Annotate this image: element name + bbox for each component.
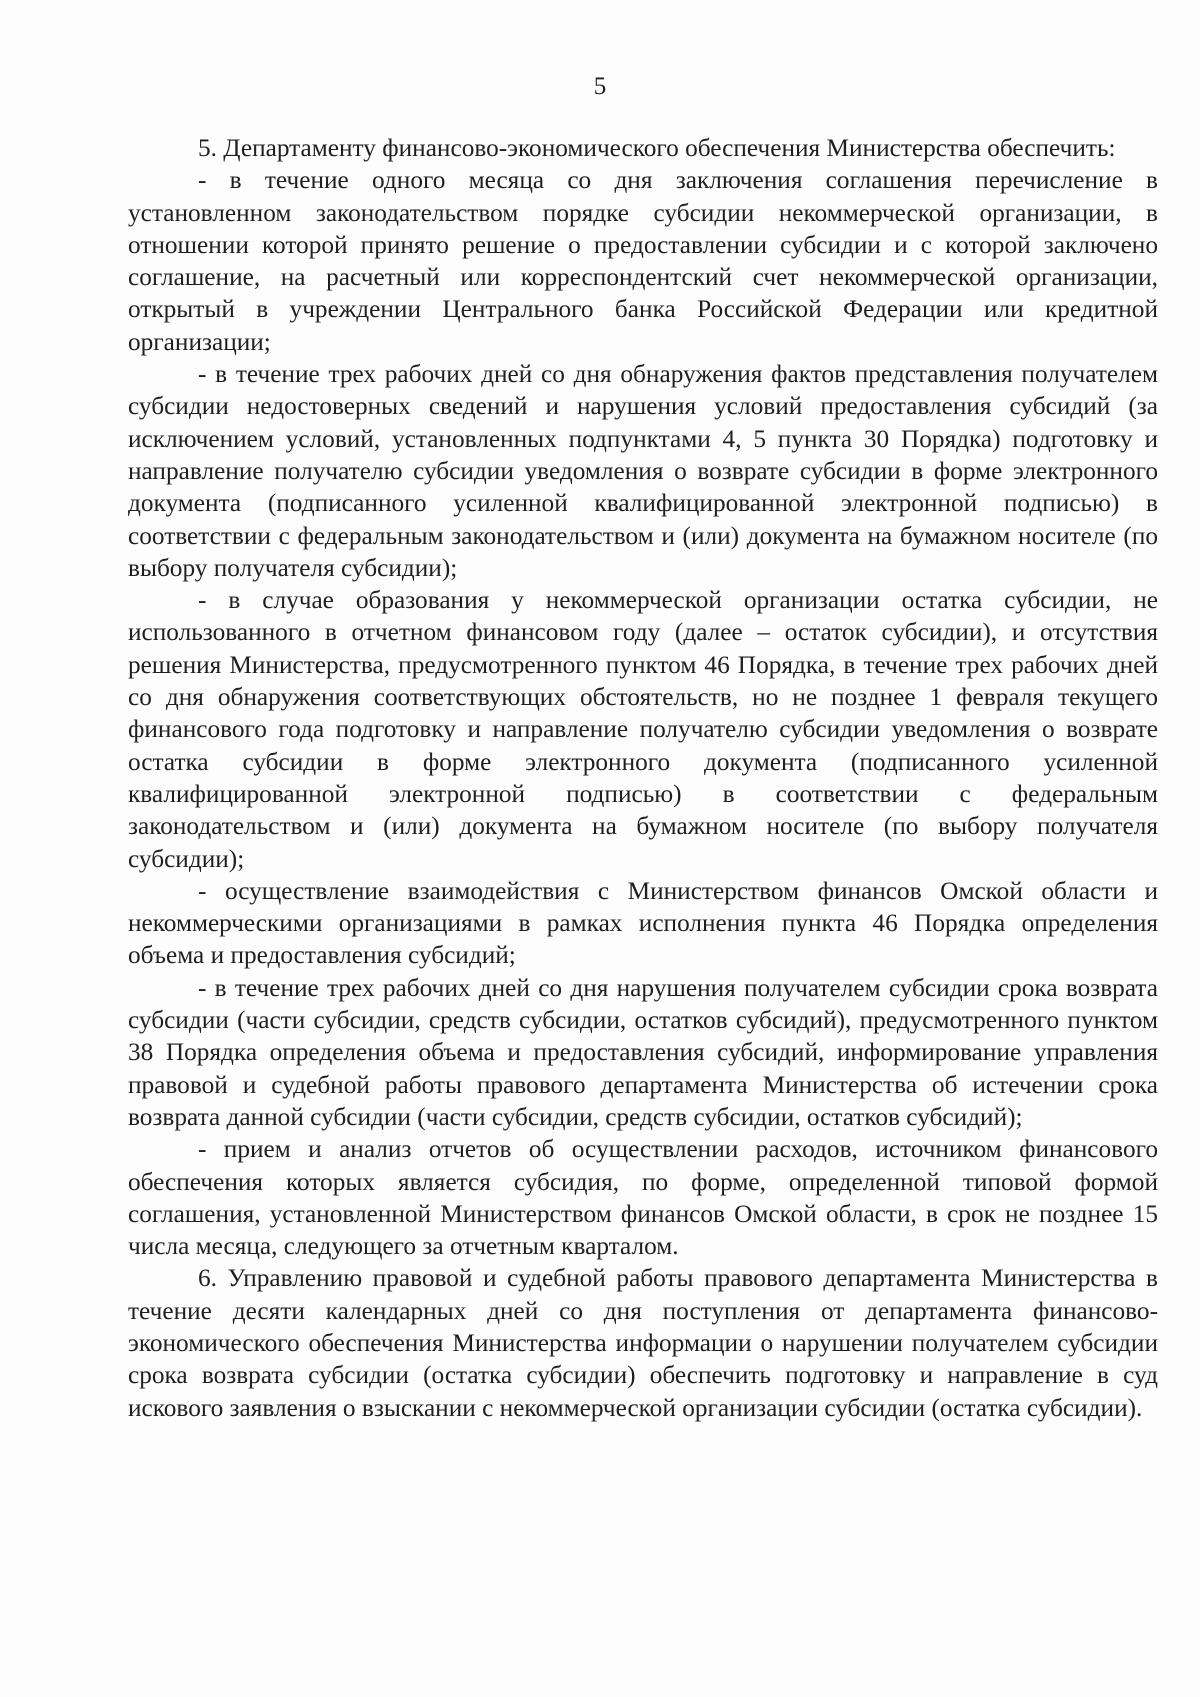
paragraph-unused-balance-notice: - в случае образования у некоммерческой организации остатка субсидии, не использованного в отчетном финансовом году (далее – остаток субсидии), и отсутствия решения Министерства, предусмотренного пунктом 46 Порядка, в течение трех рабочих дней со дня обнаружения соответствующих обстоятельств, но не позднее 1 февраля текущего финансового года подготовку и направление получателю субсидии уведомления о возврате остатка субсидии в форме электронного документа (подписанного усиленной квалифицированной электронной подписью) в соответствии с федеральным законодательством и (или) документа на бумажном носителе (по выбору получателя субсидии); [128, 586, 1158, 873]
paragraph-item-5: 5. Департаменту финансово-экономического обеспечения Министерства обеспечить: [198, 134, 1116, 162]
paragraph-interaction-ministry-finance: - осуществление взаимодействия с Министерством финансов Омской области и некоммерческими организациями в рамках исполнения пункта 46 Порядка определения объема и предоставления субсидий; [128, 876, 1158, 970]
paragraph-false-info-notice: - в течение трех рабочих дней со дня обнаружения фактов представления получателем субсидии недостоверных сведений и нарушения условий предоставления субсидий (за исключением условий, установленных подпунктами 4, 5 пункта 30 Порядка) подготовку и направление получателю субсидии уведомления о возврате субсидии в форме электронного документа (подписанного усиленной квалифицированной электронной подписью) в соответствии с федеральным законодательством и (или) документа на бумажном носителе (по выбору получателя субсидии); [128, 360, 1158, 582]
document-body [128, 132, 1158, 1424]
paragraph-transfer-subsidy: - в течение одного месяца со дня заключения соглашения перечисление в установленном законодательством порядке субсидии некоммерческой организации, в отношении которой принято решение о предоставлении субсидии и с которой заключено соглашение, на расчетный или корреспондентский счет некоммерческой организации, открытый в учреждении Центрального банка Российской Федерации или кредитной организации; [128, 166, 1158, 356]
paragraph-report-review: - прием и анализ отчетов об осуществлении расходов, источником финансового обеспечения которых является субсидия, по форме, определенной типовой формой соглашения, установленной Министерством финансов Омской области, в срок не позднее 15 числа месяца, следующего за отчетным кварталом. [128, 1135, 1158, 1261]
paragraph-return-deadline-violation: - в течение трех рабочих дней со дня нарушения получателем субсидии срока возврата субсидии (части субсидии, средств субсидии, остатков субсидий), предусмотренного пунктом 38 Порядка определения объема и предоставления субсидий, информирование управления правовой и судебной работы правового департамента Министерства об истечении срока возврата данной субсидии (части субсидии, средств субсидии, остатков субсидий); [128, 973, 1158, 1131]
paragraph-item-6: 6. Управлению правовой и судебной работы правового департамента Министерства в течение десяти календарных дней со дня поступления от департамента финансово-экономического обеспечения Министерства информации о нарушении получателем субсидии срока возврата субсидии (остатка субсидии) обеспечить подготовку и направление в суд искового заявления о взыскании с некоммерческой организации субсидии (остатка субсидии). [128, 1264, 1158, 1422]
page-number: 5 [593, 73, 607, 100]
